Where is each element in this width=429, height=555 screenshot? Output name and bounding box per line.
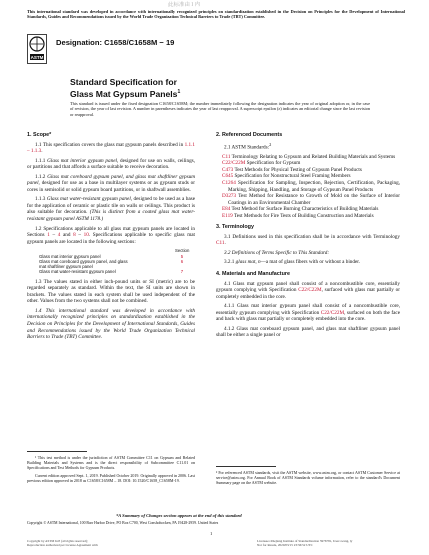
reference-item: C645 Specification for Nonstructural Steel Framing Members: [222, 173, 351, 180]
footnote-rule-right: [216, 466, 276, 467]
link-c11[interactable]: C11: [216, 240, 225, 247]
para-3-2: 3.2 Definitions of Terms Specific to This Standard:: [224, 249, 330, 256]
section-references-heading: 2. Referenced Documents: [216, 132, 283, 138]
para-4-1-2: 4.1.2 Glass mat coreboard gypsum panel, and glass mat shaftliner gypsum panel shall be either a single panel or: [216, 325, 400, 339]
para-1-1-1: 1.1.1 Glass mat interior gypsum panel, designed for use on walls, ceilings, or partitions and that affords a surface suitable to receive decoration.: [27, 157, 196, 171]
para-1-1: 1.1 This specification covers the glass mat gypsum panels described in 1.1.1 – 1.1.3.: [27, 141, 195, 155]
reference-link[interactable]: C473: [222, 166, 234, 173]
table-row: Glass mat interior gypsum panel 5: [39, 253, 184, 259]
section-table: [39, 248, 189, 274]
reference-link[interactable]: D3273: [222, 193, 237, 200]
reference-link[interactable]: C645: [222, 173, 234, 180]
copyright-line: Copyright © ASTM International, 100 Barr Harbor Drive, PO Box C700, West Conshohocken, PA 19428-2959. United States: [27, 521, 219, 525]
para-1-4: 1.4 This international standard was developed in accordance with internationally recognized principles on standardization established in the Decision on Principles for the Development of International Standards, Guides and Recommendations issued by the World Trade Organization Technical Barriers to Trade (TBT) Committee.: [27, 307, 195, 341]
reference-item: C11 Terminology Relating to Gypsum and Related Building Materials and Systems: [222, 153, 396, 160]
section-scope-heading: 1. Scope*: [27, 132, 52, 138]
license-left: Copyright by ASTM Int'l (all rights reserved); Reproduction authorized per License Agreement with: [27, 539, 98, 548]
link-section-10[interactable]: 10: [83, 232, 89, 239]
section-table-header: Section: [175, 248, 190, 254]
link-1-1-1[interactable]: 1.1.1 – 1.1.3: [27, 141, 195, 155]
license-info: [27, 539, 397, 547]
reference-link[interactable]: C1264: [222, 180, 236, 187]
link-c22[interactable]: C22/C22M: [298, 287, 322, 294]
summary-of-changes-note: *A Summary of Changes section appears at the end of this standard: [116, 513, 242, 518]
section-materials-heading: 4. Materials and Manufacture: [216, 271, 290, 278]
document-title: [70, 77, 180, 99]
para-4-1-1: 4.1.1 Glass mat interior gypsum panel shall consist of a noncombustible core, essentially gypsum complying with Specification C22/C22M, surfaced on both the face and back with glass mat partially or completely embedded into the core.: [216, 303, 400, 323]
title-footnote-mark[interactable]: 1: [177, 89, 181, 95]
reference-item: C22/C22M Specification for Gypsum: [222, 160, 301, 167]
designation: Designation: C1658/C1658M − 19: [56, 38, 175, 47]
footnote-2: ² For referenced ASTM standards, visit the ASTM website, www.astm.org, or contact ASTM Customer Service at service@astm.org. For Annual Book of ASTM Standards volume information, refer to the standard's Document Summary page on the ASTM website.: [216, 470, 400, 485]
table-row: Glass mat coreboard gypsum panel, and glass 6: [39, 258, 184, 264]
reference-link[interactable]: E119: [222, 212, 233, 219]
reference-item: C473 Test Methods for Physical Testing of Gypsum Panel Products: [222, 166, 362, 173]
reference-item: E84 Test Method for Surface Burning Characteristics of Building Materials: [222, 206, 379, 213]
para-1-3: 1.3 The values stated in either inch-pound units or SI (metric) are to be regarded separately as standard. Within the text, the SI units are shown in brackets. The values stated in each system shall be used independent of the other. Values from the two systems shall not be combined.: [27, 278, 195, 305]
title-line-1: Standard Specification for: [70, 77, 177, 87]
footnote-1: ¹ This test method is under the jurisdiction of ASTM Committee C11 on Gypsum and Related Building Materials and Systems and is the direct responsibility of Subcommittee C11.01 on Specifications and Test Methods for Gypsum Products. Current edition approved Sept. 1, 2019. Published October 2019. Originally approved in 2006. Last previous edition approved in 2018 as C1658/C1658M – 18. DOI: 10.1520/C1658_C1658M-19.: [27, 455, 195, 483]
link-section-1[interactable]: 1: [47, 232, 50, 239]
para-1-1-2: 1.1.2 Glass mat coreboard gypsum panel, and glass mat shaftliner gypsum panel, designed for use as a base in multilayer systems or as gypsum studs or cores in semisolid or solid gypsum board partitions, or in shaftwall assemblies.: [27, 173, 196, 193]
reference-item: D3273 Test Method for Resistance to Growth of Mold on the Surface of Interior Coatings in an Environmental Chamber: [222, 193, 400, 206]
reference-link[interactable]: C11: [222, 153, 231, 160]
reference-item: E119 Test Methods for Fire Tests of Building Construction and Materials: [222, 212, 374, 219]
link-section-4[interactable]: 4: [57, 232, 61, 239]
reference-link[interactable]: E84: [222, 206, 231, 213]
table-row: mat shaftliner gypsum panel: [39, 264, 93, 270]
reference-item: C1264 Specification for Sampling, Inspection, Rejection, Certification, Packaging, Marking, Shipping, Handling, and Storage of Gypsum Panel Products: [222, 180, 400, 193]
para-2-1: 2.1 ASTM Standards:$^2$: [224, 141, 272, 151]
footnote-2-mark[interactable]: 2: [269, 141, 272, 147]
page-number: 1: [210, 531, 213, 536]
top-note: This international standard was developed in accordance with internationally recognized principles on standardization established in the Decision on Principles for the Development of International Standards, Guides and Recommendations issued by the World Trade Organization Technical Barriers to Trade (TBT) Committee.: [27, 9, 405, 20]
issued-statement: This standard is issued under the fixed designation C1658/C1658M; the number immediately following the designation indicates the year of original adoption or, in the case of revision, the year of last revision. A number in parentheses indicates the year of last reapproval. A superscript epsilon (ε) indicates an editorial change since the last revision or reapproval.: [70, 101, 370, 117]
para-3-2-1: 3.2.1 glass mat, n—a mat of glass fibers with or without a binder.: [224, 259, 361, 266]
para-4-1: 4.1 Glass mat gypsum panel shall consist of a noncombustible core, essentially gypsum complying with Specification C22/C22M, surfaced with glass mat partially or completely embedded in the core.: [216, 280, 400, 300]
para-3-1: 3.1 Definitions used in this specification shall be in accordance with Terminology C11.: [216, 233, 400, 247]
left-column: [27, 132, 195, 344]
para-1-1-3: 1.1.3 Glass mat water-resistant gypsum panel, designed to be used as a base for the application of ceramic or plastic tile on walls or ceilings. This product is also suitable for decoration. (This is distinct from a coated glass mat water-resistant gypsum panel ASTM 1178.): [27, 196, 196, 223]
para-1-2: 1.2 Specifications applicable to all glass mat gypsum panels are located in Sections 1 – 4 and 8 – 10. Specifications applicable to specific glass mat gypsum panels are located in the following sections:: [27, 225, 195, 245]
astm-logo-icon: [27, 34, 47, 64]
section-terminology-heading: 3. Terminology: [216, 224, 254, 231]
license-right: Licensee=Zhejiang Institute of Standardization 5976781, User=wang, ly Not for Resale, 2020/03/15 23:36:52 UTC: [257, 539, 353, 548]
title-line-2: Glass Mat Gypsum Panels$^1$: [70, 88, 181, 99]
footnote-rule-left: [27, 451, 87, 452]
right-column: [216, 132, 400, 342]
svg-text:ASTM: ASTM: [30, 55, 44, 60]
table-row: Glass mat water-resistant gypsum panel 7: [39, 269, 184, 275]
stamp-mark: 此标准由 I 内: [167, 1, 201, 9]
link-c22[interactable]: C22/C22M: [320, 309, 345, 316]
link-section-8[interactable]: 8: [73, 232, 76, 239]
reference-link[interactable]: C22/C22M: [222, 160, 246, 167]
